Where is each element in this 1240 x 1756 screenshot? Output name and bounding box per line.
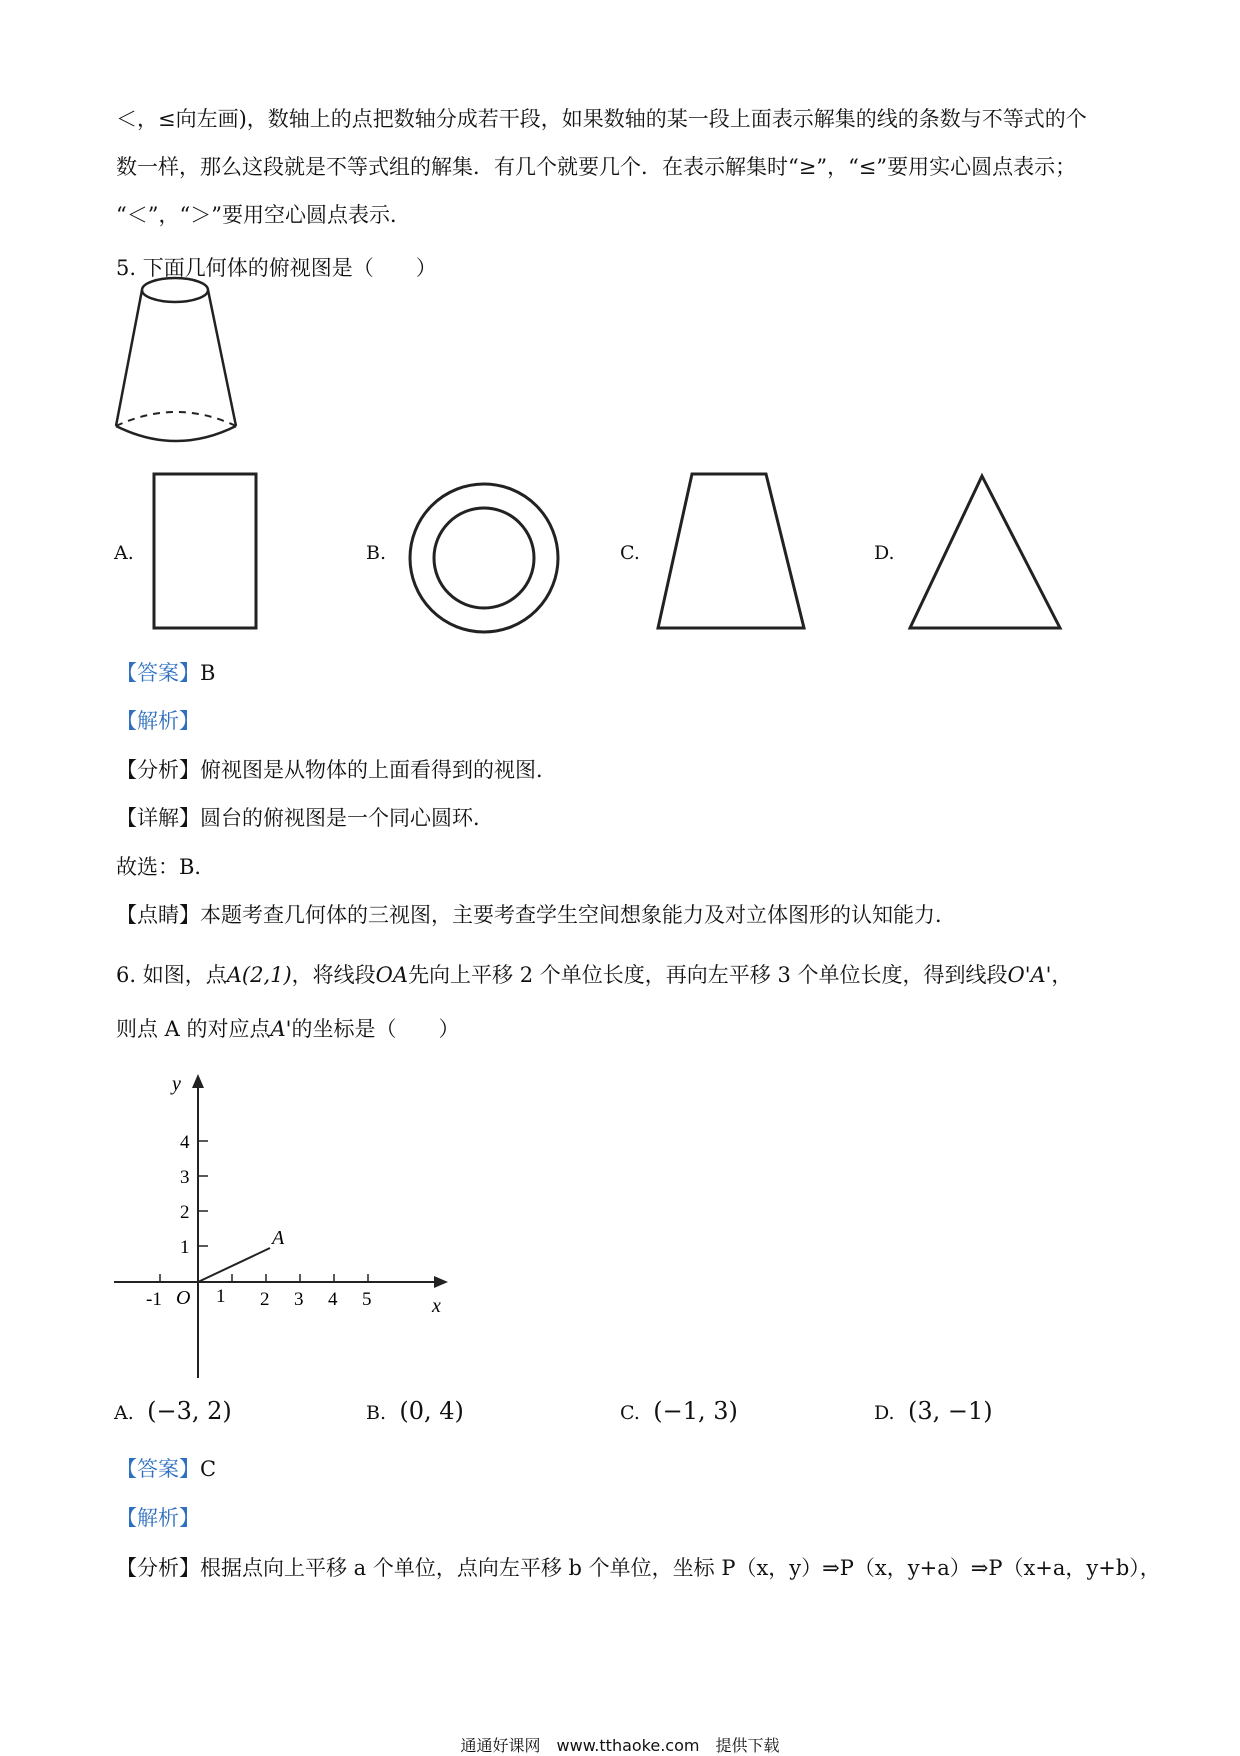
coordinate-graph xyxy=(110,1068,470,1388)
intro-line-2: 数一样，那么这段就是不等式组的解集．有几个就要几个．在表示解集时“≥”，“≤”要用实心圆点表示； xyxy=(116,155,1077,179)
q6-option-a-value: (−3, 2) xyxy=(147,1397,232,1425)
q6-option-a-letter: A. xyxy=(114,1402,134,1424)
trapezoid-figure xyxy=(650,468,810,638)
frustum-figure xyxy=(110,268,240,448)
q6-point-a: A(2,1) xyxy=(226,963,292,987)
q6-stem-a: 6. 如图，点 xyxy=(116,963,227,987)
y-tick-2: 2 xyxy=(180,1202,190,1223)
q5-analysis xyxy=(116,706,200,736)
q5-answer xyxy=(116,658,215,688)
q6-option-a xyxy=(114,1396,232,1428)
q6-stem-line-2 xyxy=(116,1014,459,1044)
q6-stem-d: ， xyxy=(1051,963,1073,987)
q6-option-d-letter: D. xyxy=(874,1402,895,1424)
q6-option-d xyxy=(874,1396,993,1428)
x-tick-3: 3 xyxy=(294,1289,304,1310)
q5-option-d-letter: D. xyxy=(874,542,895,564)
x-tick-1: 1 xyxy=(216,1286,226,1307)
answer-label: 【答案】 xyxy=(116,661,200,685)
q6-option-b-value: (0, 4) xyxy=(399,1397,464,1425)
q5-fenxi xyxy=(116,755,557,785)
y-tick-3: 3 xyxy=(180,1167,190,1188)
q6-stem-b: ，将线段 xyxy=(291,963,376,987)
q6-option-c xyxy=(620,1396,738,1428)
y-axis-arrow xyxy=(192,1074,204,1088)
q6-fenxi-text: 根据点向上平移 a 个单位，点向左平移 b 个单位，坐标 P（x，y）⇒P（x，y+a）⇒P（x+a，y+b）， xyxy=(200,1556,1161,1580)
q6-option-c-value: (−1, 3) xyxy=(653,1397,738,1425)
dianjing-text: 本题考查几何体的三视图，主要考查学生空间想象能力及对立体图形的认知能力． xyxy=(200,903,956,927)
q6-option-d-value: (3, −1) xyxy=(907,1397,993,1425)
q6-line2-pt: A' xyxy=(270,1017,292,1041)
fenxi-label: 【分析】 xyxy=(116,758,200,782)
xiangjie-text: 圆台的俯视图是一个同心圆环． xyxy=(200,806,494,830)
x-tick-neg1: -1 xyxy=(146,1289,162,1310)
point-a-label: A xyxy=(272,1227,285,1249)
q6-option-b xyxy=(366,1396,464,1428)
segment-oa xyxy=(198,1248,270,1282)
q6-stem-c: 先向上平移 2 个单位长度，再向左平移 3 个单位长度，得到线段 xyxy=(408,963,1008,987)
q6-option-b-letter: B. xyxy=(366,1402,387,1424)
y-tick-1: 1 xyxy=(180,1237,190,1258)
q6-fenxi-label: 【分析】 xyxy=(116,1556,200,1580)
q5-dianjing xyxy=(116,900,956,930)
x-tick-4: 4 xyxy=(328,1289,338,1310)
fenxi-text: 俯视图是从物体的上面看得到的视图． xyxy=(200,758,557,782)
q5-xiangjie xyxy=(116,803,494,833)
q6-option-c-letter: C. xyxy=(620,1402,640,1424)
x-tick-5: 5 xyxy=(362,1289,372,1310)
x-axis-label: x xyxy=(432,1295,441,1317)
y-axis-label: y xyxy=(172,1073,181,1095)
q5-guxuan: 故选：B． xyxy=(116,855,216,879)
q6-line2-a: 则点 A 的对应点 xyxy=(116,1017,271,1041)
x-axis-arrow xyxy=(434,1276,448,1288)
q6-analysis xyxy=(116,1503,200,1533)
rectangle-figure xyxy=(150,470,260,632)
intro-line-3: “＜”，“＞”要用空心圆点表示． xyxy=(116,203,411,227)
q6-seg: OA xyxy=(375,963,409,987)
xiangjie-label: 【详解】 xyxy=(116,806,200,830)
q6-seg2: O'A' xyxy=(1007,963,1052,987)
q6-answer-label: 【答案】 xyxy=(116,1457,200,1481)
q6-analysis-label: 【解析】 xyxy=(116,1506,200,1530)
q5-option-c-letter: C. xyxy=(620,542,640,564)
q6-fenxi xyxy=(116,1553,1161,1583)
q5-option-b-letter: B. xyxy=(366,542,387,564)
q6-answer xyxy=(116,1454,216,1484)
x-tick-2: 2 xyxy=(260,1289,270,1310)
page-footer: 通通好课网 www.tthaoke.com 提供下载 xyxy=(460,1736,780,1755)
intro-line-1: ＜，≤向左画)，数轴上的点把数轴分成若干段，如果数轴的某一段上面表示解集的线的条数与不等式的个 xyxy=(116,107,1087,131)
dianjing-label: 【点睛】 xyxy=(116,903,200,927)
origin-label: O xyxy=(176,1287,191,1309)
q6-stem-line-1 xyxy=(116,960,1072,990)
analysis-label: 【解析】 xyxy=(116,709,200,733)
triangle-figure xyxy=(906,470,1066,640)
answer-value: B xyxy=(200,661,216,685)
q5-option-a-letter: A. xyxy=(114,542,134,564)
q5-stem: 5. 下面几何体的俯视图是（ ） xyxy=(116,256,437,280)
concentric-circles-figure xyxy=(404,478,564,638)
q6-answer-value: C xyxy=(200,1457,217,1481)
y-tick-4: 4 xyxy=(180,1132,190,1153)
q6-line2-b: 的坐标是（ ） xyxy=(291,1017,460,1041)
